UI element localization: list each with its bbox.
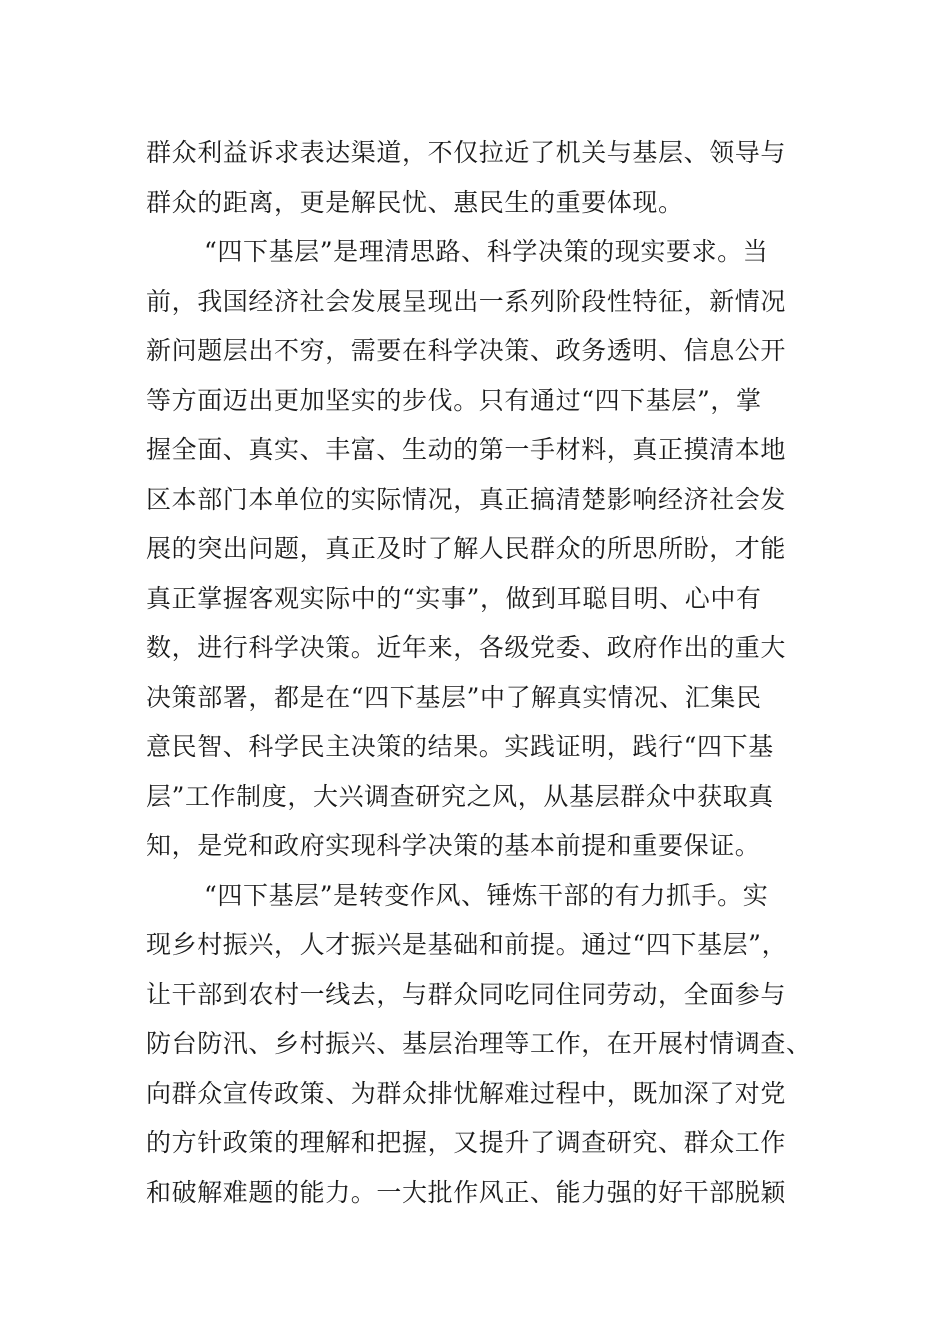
text-line: 和破解难题的能力。一大批作风正、能力强的好干部脱颖 (146, 1177, 787, 1207)
text-line: 知，是党和政府实现科学决策的基本前提和重要保证。 (146, 831, 761, 860)
text-line: 意民智、科学民主决策的结果。实践证明，践行“四下基 (146, 732, 774, 761)
text-line: 层”工作制度，大兴调查研究之风，从基层群众中获取真 (146, 781, 774, 811)
text-line: 向群众宣传政策、为群众排忧解难过程中，既加深了对党 (146, 1078, 787, 1108)
text-line: 等方面迈出更加坚实的步伐。只有通过“四下基层”，掌 (146, 385, 762, 415)
text-line: 握全面、真实、丰富、生动的第一手材料，真正摸清本地 (146, 435, 787, 464)
text-line: 防台防汛、乡村振兴、基层治理等工作，在开展村情调查、 (146, 1029, 812, 1058)
text-line: 让干部到农村一线去，与群众同吃同住同劳动，全面参与 (146, 979, 787, 1009)
text-line: 区本部门本单位的实际情况，真正搞清楚影响经济社会发 (146, 484, 787, 514)
text-line: 前，我国经济社会发展呈现出一系列阶段性特征，新情况 (146, 286, 787, 316)
text-line: 的方针政策的理解和把握，又提升了调查研究、群众工作 (146, 1128, 787, 1157)
text-line: 展的突出问题，真正及时了解人民群众的所思所盼，才能 (146, 534, 787, 563)
text-line: 真正掌握客观实际中的“实事”，做到耳聪目明、心中有 (146, 583, 762, 613)
text-line: 群众的距离，更是解民忧、惠民生的重要体现。 (146, 187, 684, 217)
text-line: “四下基层”是理清思路、科学决策的现实要求。当 (204, 237, 769, 266)
text-line: 决策部署，都是在“四下基层”中了解真实情况、汇集民 (146, 682, 762, 712)
text-line: 现乡村振兴，人才振兴是基础和前提。通过“四下基层”， (146, 930, 788, 959)
body-text (146, 128, 812, 1217)
text-line: 群众利益诉求表达渠道，不仅拉近了机关与基层、领导与 (146, 138, 787, 167)
text-line: 数，进行科学决策。近年来，各级党委、政府作出的重大 (146, 633, 787, 662)
text-line: “四下基层”是转变作风、锤炼干部的有力抓手。实 (204, 880, 769, 910)
text-line: 新问题层出不穷，需要在科学决策、政务透明、信息公开 (146, 336, 787, 365)
